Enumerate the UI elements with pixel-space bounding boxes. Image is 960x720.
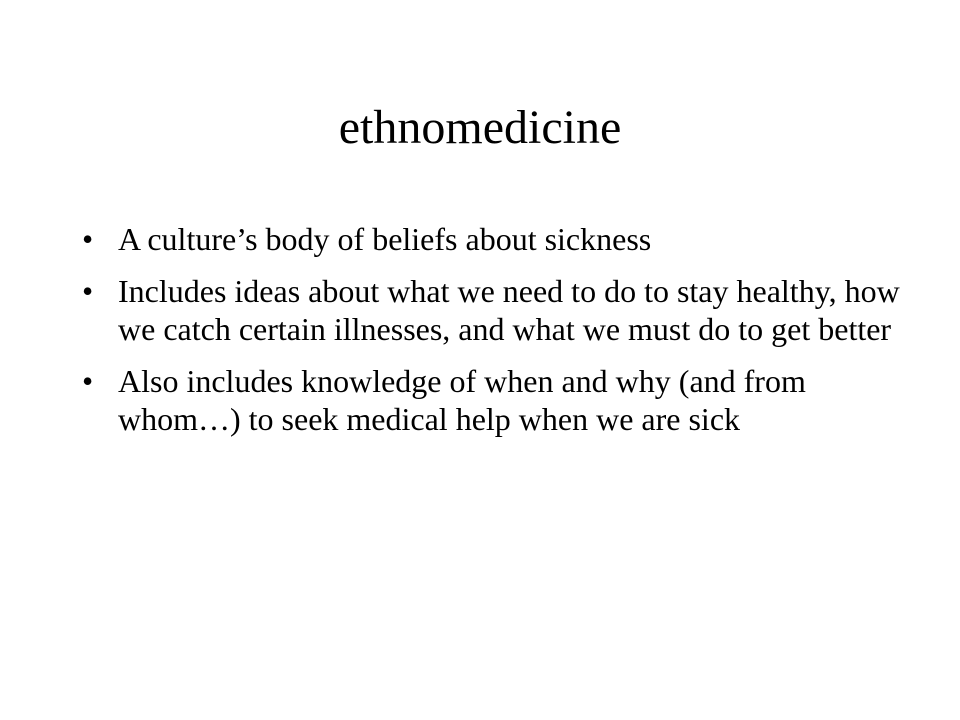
slide-title: ethnomedicine	[338, 101, 622, 154]
bullet-text: A culture’s body of beliefs about sickness	[118, 221, 652, 257]
bullet-list	[82, 220, 902, 452]
bullet-item-2	[82, 272, 902, 348]
bullet-text: Also includes knowledge of when and why (and from whom…) to seek medical help when we are sick	[118, 363, 806, 437]
bullet-item-1	[82, 220, 902, 258]
bullet-text: Includes ideas about what we need to do to stay healthy, how we catch certain illnesses, and what we must do to get better	[118, 273, 900, 347]
bullet-marker: •	[82, 221, 94, 257]
bullet-item-3	[82, 362, 902, 438]
bullet-marker: •	[82, 273, 94, 309]
bullet-marker: •	[82, 363, 94, 399]
